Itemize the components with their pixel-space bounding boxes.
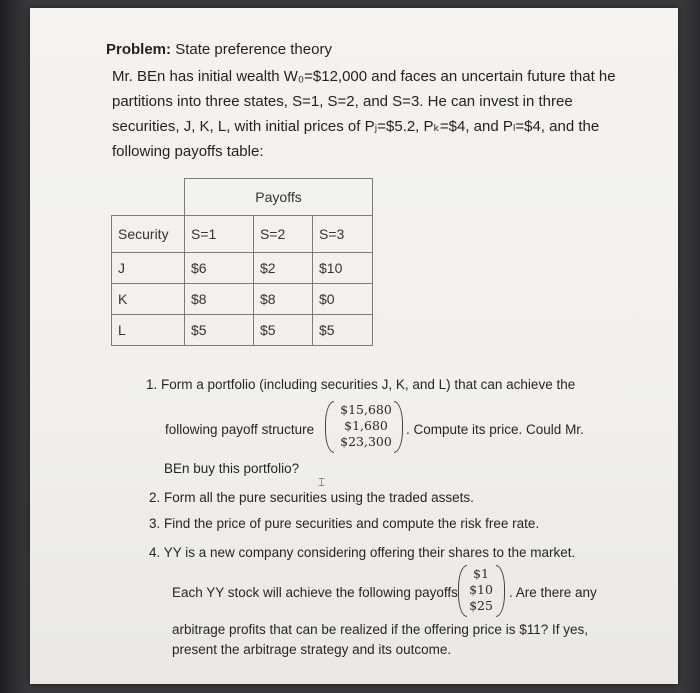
table-header-s2: S=2 xyxy=(254,216,313,253)
question-4-post-vector: . Are there any xyxy=(509,585,597,600)
table-row xyxy=(112,253,373,284)
table-row xyxy=(112,315,373,346)
payoff-vector-1 xyxy=(333,402,399,450)
question-1-line-3: BEn buy this portfolio? xyxy=(164,461,300,476)
vector-right-paren xyxy=(394,401,403,453)
problem-label: Problem: xyxy=(106,41,172,58)
question-2: 2. Form all the pure securities using the traded assets. xyxy=(149,490,474,505)
table-cell: $6 xyxy=(185,253,254,284)
intro-line-4: following payoffs table: xyxy=(112,143,264,160)
table-cell: $5 xyxy=(254,315,313,346)
question-3: 3. Find the price of pure securities and compute the risk free rate. xyxy=(149,516,540,531)
table-header-security: Security xyxy=(112,216,185,253)
table-cell: $8 xyxy=(185,284,254,315)
table-group-header: Payoffs xyxy=(185,179,373,216)
payoffs-table xyxy=(111,178,373,346)
table-cell: $5 xyxy=(185,315,254,346)
problem-title xyxy=(106,40,332,60)
vector-entry: $10 xyxy=(469,582,493,597)
vector-entry: $1 xyxy=(473,566,489,581)
intro-line-3: securities, J, K, L, with initial prices of Pⱼ=$5.2, Pₖ=$4, and Pₗ=$4, and the xyxy=(112,118,600,135)
vector-entry: $25 xyxy=(469,598,493,613)
vector-entry: $23,300 xyxy=(340,434,392,449)
table-cell-security: L xyxy=(112,315,185,346)
question-4-line-4: present the arbitrage strategy and its outcome. xyxy=(172,642,452,657)
table-cell: $0 xyxy=(313,284,373,315)
table-corner-cell xyxy=(112,179,185,216)
table-cell-security: J xyxy=(112,253,185,284)
table-cell: $2 xyxy=(254,253,313,284)
question-4-pre-vector: Each YY stock will achieve the following payoffs xyxy=(172,585,458,600)
table-group-header-row xyxy=(112,179,373,216)
intro-line-2: partitions into three states, S=1, S=2, and S=3. He can invest in three xyxy=(112,93,573,110)
vector-entry: $1,680 xyxy=(344,418,388,433)
question-1-post-vector: . Compute its price. Could Mr. xyxy=(406,422,584,437)
question-4-line-3: arbitrage profits that can be realized if the offering price is $11? If yes, xyxy=(172,622,588,637)
problem-topic: State preference theory xyxy=(175,41,332,58)
table-cell: $10 xyxy=(313,253,373,284)
table-header-row xyxy=(112,216,373,253)
question-1-pre-vector: following payoff structure xyxy=(165,422,315,437)
vector-right-paren xyxy=(496,565,505,617)
table-row xyxy=(112,284,373,315)
intro-line-1: Mr. BEn has initial wealth W₀=$12,000 and faces an uncertain future that he xyxy=(112,68,616,85)
question-1-line-1: 1. Form a portfolio (including securities J, K, and L) that can achieve the xyxy=(146,377,576,392)
table-header-s3: S=3 xyxy=(313,216,373,253)
table-header-s1: S=1 xyxy=(185,216,254,253)
vector-entry: $15,680 xyxy=(340,402,392,417)
paper-sheet xyxy=(30,8,678,684)
table-cell: $8 xyxy=(254,284,313,315)
table-cell: $5 xyxy=(313,315,373,346)
text-cursor-icon: ⌶ xyxy=(318,475,326,489)
table-cell-security: K xyxy=(112,284,185,315)
payoff-vector-2 xyxy=(463,566,499,614)
question-4-line-1: 4. YY is a new company considering offering their shares to the market. xyxy=(149,545,576,560)
